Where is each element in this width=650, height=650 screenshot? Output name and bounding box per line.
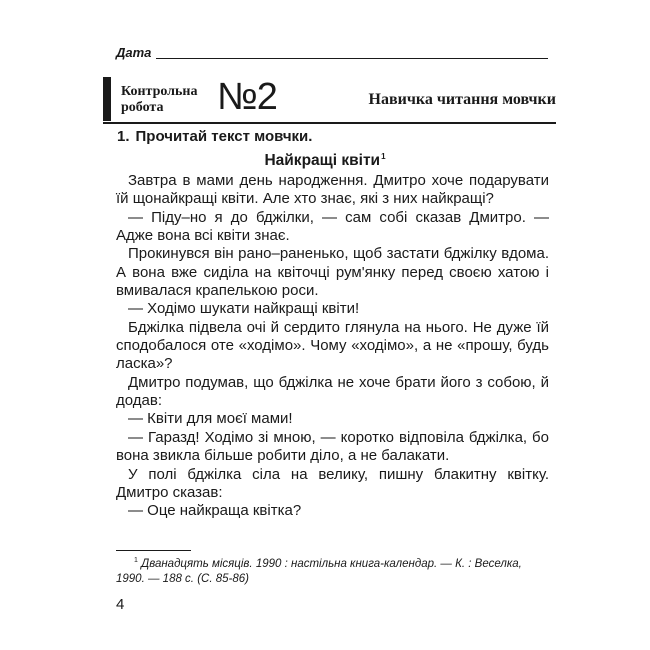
paragraph: Завтра в мами день народження. Дмитро хоче подарувати їй щонайкращі квіти. Але хто знає, які з них найкращі? <box>116 172 549 208</box>
date-row <box>116 45 548 63</box>
paragraph: — Квіти для моєї мами! <box>128 410 293 428</box>
footnote-mark: 1 <box>134 557 138 564</box>
paragraph: Бджілка підвела очі й сердито глянула на нього. Не дуже їй сподобалося оте «ходімо». Чому «ходімо», а не «прошу, будь ласка»? <box>116 318 549 373</box>
paragraph: Прокинувся він рано–раненько, щоб застати бджілку вдома. А вона вже сиділа на квіточці рум'янку перед своєю хатою і вмивалася крапелькою роси. <box>116 245 549 300</box>
test-topic: Навичка читання мовчки <box>368 91 556 108</box>
header-type-line1: Контрольна <box>121 84 198 99</box>
header-type-line2: робота <box>121 100 164 115</box>
task-number: 1. <box>117 128 130 145</box>
header-type <box>121 84 198 116</box>
header-rule <box>103 122 556 124</box>
date-line <box>156 58 548 59</box>
paragraph: — Гаразд! Ходімо зі мною, — коротко відповіла бджілка, бо вона звикла більше робити діло, а не балакати. <box>116 428 549 465</box>
footnote <box>116 553 549 587</box>
paragraph: Дмитро подумав, що бджілка не хоче брати його з собою, й додав: <box>116 373 549 410</box>
header-bar <box>103 77 111 121</box>
test-number: №2 <box>217 76 277 118</box>
story-title <box>0 152 650 170</box>
date-label: Дата <box>116 45 152 60</box>
page-number: 4 <box>116 596 125 613</box>
paragraph: — Ходімо шукати найкращі квіти! <box>128 300 360 318</box>
test-header <box>103 77 556 121</box>
footnote-rule <box>116 550 191 551</box>
story-title-text: Найкращі квіти <box>264 152 381 170</box>
task-text: Прочитай текст мовчки. <box>135 128 313 145</box>
paragraph: У полі бджілка сіла на велику, пишну блакитну квітку. Дмитро сказав: <box>116 465 549 501</box>
footnote-ref: 1 <box>381 152 386 161</box>
paragraph: — Оце найкраща квітка? <box>128 502 302 520</box>
task-instruction <box>117 128 312 145</box>
story-text <box>116 172 549 521</box>
footnote-text: Дванадцять місяців. 1990 : настільна книга-календар. — К. : Веселка, 1990. — 188 с. (С. 85-86) <box>116 557 522 585</box>
paragraph: — Піду–но я до бджілки, — сам собі сказав Дмитро. — Адже вона всі квіти знає. <box>116 208 549 245</box>
